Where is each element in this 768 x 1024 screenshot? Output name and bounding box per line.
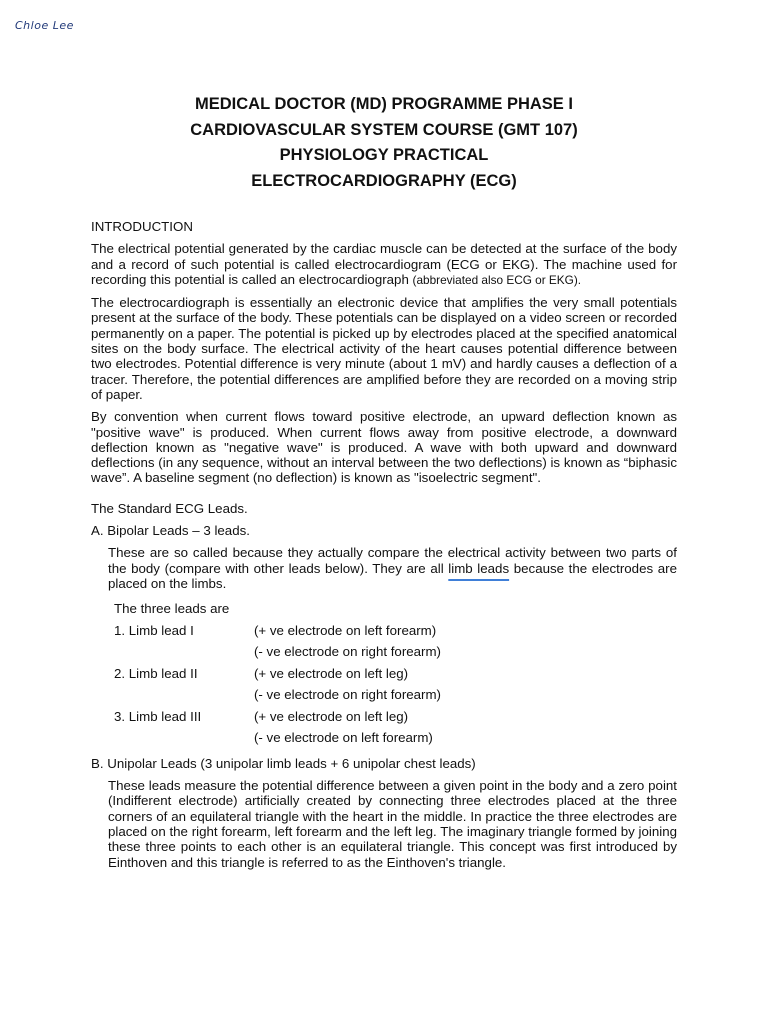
lead-positive-electrode: (+ ve electrode on left forearm) (254, 622, 437, 638)
introduction-heading: INTRODUCTION (91, 219, 193, 234)
bipolar-leads-list (114, 598, 677, 749)
lead-name: 2. Limb lead II (114, 665, 198, 681)
lead-negative-electrode: (- ve electrode on right forearm) (254, 687, 441, 703)
leads-intro-line: The three leads are (114, 601, 230, 617)
lead-row (114, 663, 677, 685)
lead-name: 3. Limb lead III (114, 708, 202, 724)
lead-row (114, 620, 677, 642)
intro-p1-text: The electrical potential generated by the cardiac muscle can be detected at the surface of the body and a record of such potential is called electrocardiogram (ECG or EKG). The machine used for recording this potential is called an electrocardiograph (91, 241, 677, 287)
standard-leads-heading: The Standard ECG Leads. (91, 500, 248, 516)
document-title-block (0, 92, 768, 194)
lead-row-negative (114, 684, 677, 706)
lead-negative-electrode: (- ve electrode on left forearm) (254, 730, 433, 746)
unipolar-leads-heading: B. Unipolar Leads (3 unipolar limb leads + 6 unipolar chest leads) (91, 755, 476, 771)
intro-paragraph-2: The electrocardiograph is essentially an electronic device that amplifies the very small potentials present at the surface of the body. These potentials can be displayed on a video screen or recorded permanently on a paper. The potential is picked up by electrodes placed at the specified anatomical sites on the body surface. The electrical activity of the heart causes potential difference between two electrodes. Potential difference is very minute (about 1 mV) and hardly causes a deflection of a tracer. Therefore, the potential differences are amplified before they are recorded on a moving strip of paper. (91, 295, 677, 402)
limb-leads-highlight: limb leads (448, 560, 510, 576)
handwritten-signature: Chloe Lee (15, 19, 74, 32)
intro-p1-abbrev-note: (abbreviated also ECG or EKG). (412, 272, 582, 287)
bipolar-leads-heading: A. Bipolar Leads – 3 leads. (91, 523, 250, 539)
lead-negative-electrode: (- ve electrode on right forearm) (254, 644, 441, 660)
title-line-practical: PHYSIOLOGY PRACTICAL (279, 146, 489, 164)
intro-paragraph-1 (91, 241, 677, 288)
lead-row (114, 706, 677, 728)
lead-row-negative (114, 641, 677, 663)
lead-name: 1. Limb lead I (114, 622, 194, 638)
title-line-programme: MEDICAL DOCTOR (MD) PROGRAMME PHASE I (195, 95, 573, 113)
bipolar-desc-text-a: These are so called because they actually compare the electrical activity between two parts of the body (compare with other leads below). They are all (108, 545, 677, 576)
lead-positive-electrode: (+ ve electrode on left leg) (254, 708, 409, 724)
lead-row-negative (114, 727, 677, 749)
bipolar-desc-text-b: because the electrodes are placed on the limbs. (108, 560, 677, 591)
lead-positive-electrode: (+ ve electrode on left leg) (254, 665, 409, 681)
title-line-topic: ELECTROCARDIOGRAPHY (ECG) (251, 171, 517, 190)
bipolar-description (108, 545, 677, 591)
intro-paragraph-3: By convention when current flows toward positive electrode, an upward deflection known as "positive wave" is produced. When current flows away from positive electrode, a downward deflection known as "negative wave" is produced. A wave with both upward and downward deflections (in any sequence, without an interval between the two deflections) is known as “biphasic wave”. A baseline segment (no deflection) is known as "isoelectric segment". (91, 409, 677, 486)
title-line-course: CARDIOVASCULAR SYSTEM COURSE (GMT 107) (190, 120, 578, 139)
document-body (91, 219, 677, 877)
unipolar-description: These leads measure the potential difference between a given point in the body and a zero point (Indifferent electrode) artificially created by connecting three electrodes placed at the three corners of an equilateral triangle with the heart in the middle. In practice the three electrodes are placed on the right forearm, left forearm and the left leg. The imaginary triangle formed by joining these three points to each other is an equilateral triangle. This concept was first introduced by Einthoven and this triangle is referred to as the Einthoven's triangle. (108, 778, 677, 870)
